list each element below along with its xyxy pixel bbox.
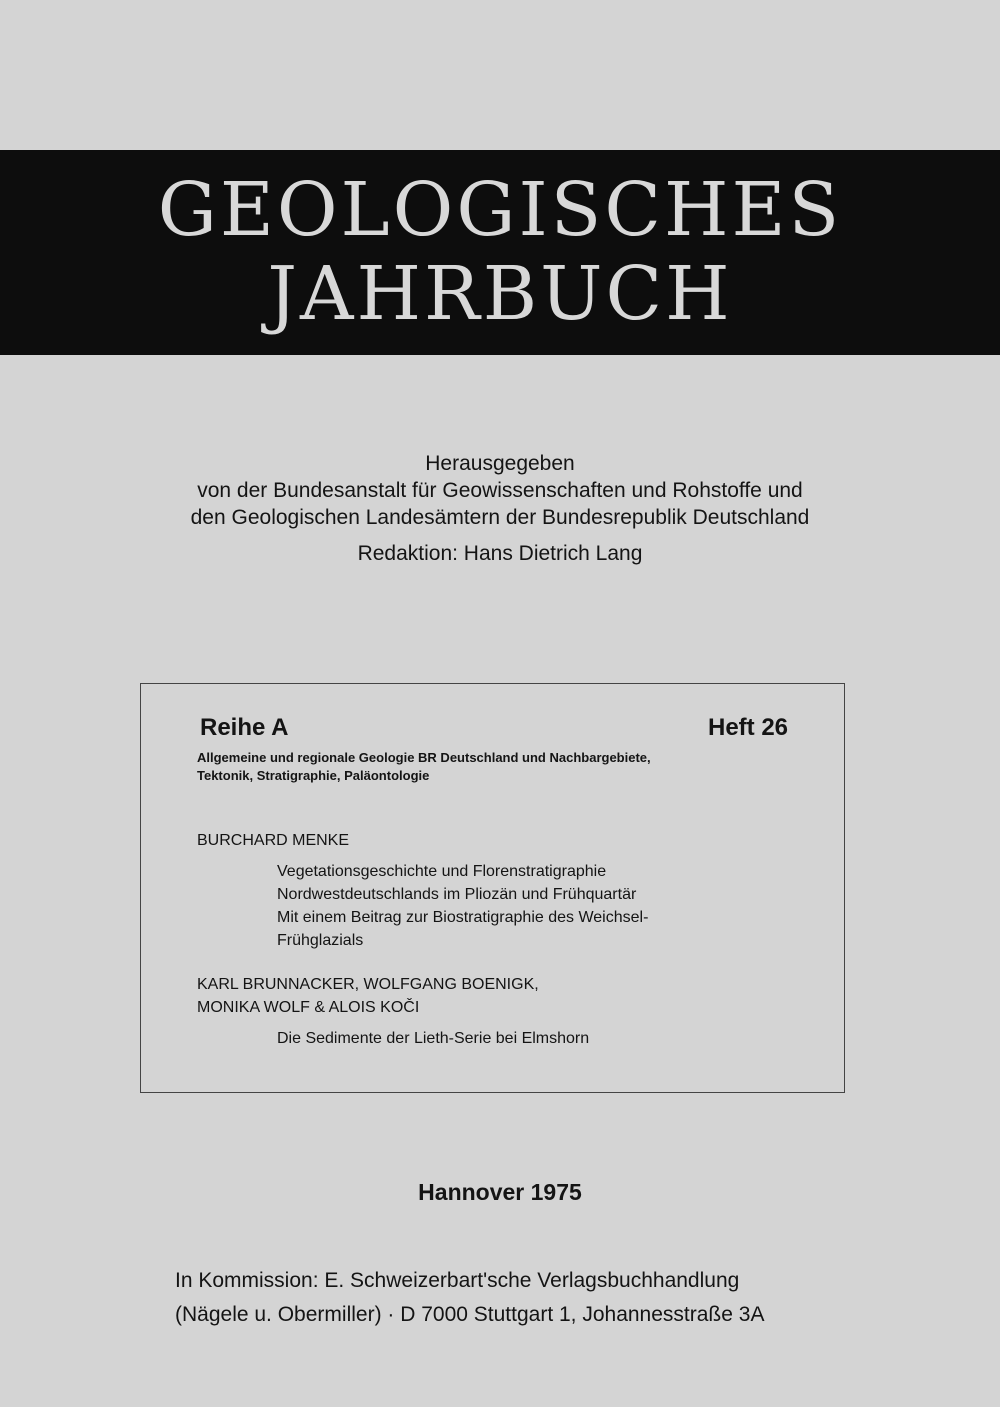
publisher-line-2: den Geologischen Landesämtern der Bundesrepublik Deutschland xyxy=(190,506,810,529)
journal-title-line-1: GEOLOGISCHES xyxy=(157,167,843,253)
place-and-year: Hannover 1975 xyxy=(418,1179,582,1205)
series-name: Reihe A xyxy=(200,714,289,741)
commission-line-1: In Kommission: E. Schweizerbart'sche Verlagsbuchhandlung xyxy=(175,1269,740,1292)
issue-number: Heft 26 xyxy=(708,714,789,741)
article-2-authors-line-1: KARL BRUNNACKER, WOLFGANG BOENIGK, xyxy=(197,976,539,993)
editor-line: Redaktion: Hans Dietrich Lang xyxy=(357,542,643,565)
article-2-title-line-1: Die Sedimente der Lieth-Serie bei Elmshorn xyxy=(277,1030,590,1047)
article-2-authors-line-2: MONIKA WOLF & ALOIS KOČI xyxy=(197,999,420,1016)
series-description-line-2: Tektonik, Stratigraphie, Paläontologie xyxy=(197,768,430,783)
article-1-title-line-4: Frühglazials xyxy=(277,932,364,949)
article-1-title-line-2: Nordwestdeutschlands im Pliozän und Frühquartär xyxy=(277,886,637,903)
article-1-author: BURCHARD MENKE xyxy=(197,832,350,849)
article-1-title-line-1: Vegetationsgeschichte und Florenstratigraphie xyxy=(277,863,607,880)
publisher-line-1: von der Bundesanstalt für Geowissenschaften und Rohstoffe und xyxy=(197,479,803,502)
commission-line-2: (Nägele u. Obermiller) · D 7000 Stuttgart 1, Johannesstraße 3A xyxy=(175,1303,765,1326)
series-description-line-1: Allgemeine und regionale Geologie BR Deutschland und Nachbargebiete, xyxy=(197,750,651,765)
journal-title-line-2: JAHRBUCH xyxy=(267,251,733,337)
publisher-heading: Herausgegeben xyxy=(425,452,575,475)
article-1-title-line-3: Mit einem Beitrag zur Biostratigraphie des Weichsel- xyxy=(277,909,649,926)
